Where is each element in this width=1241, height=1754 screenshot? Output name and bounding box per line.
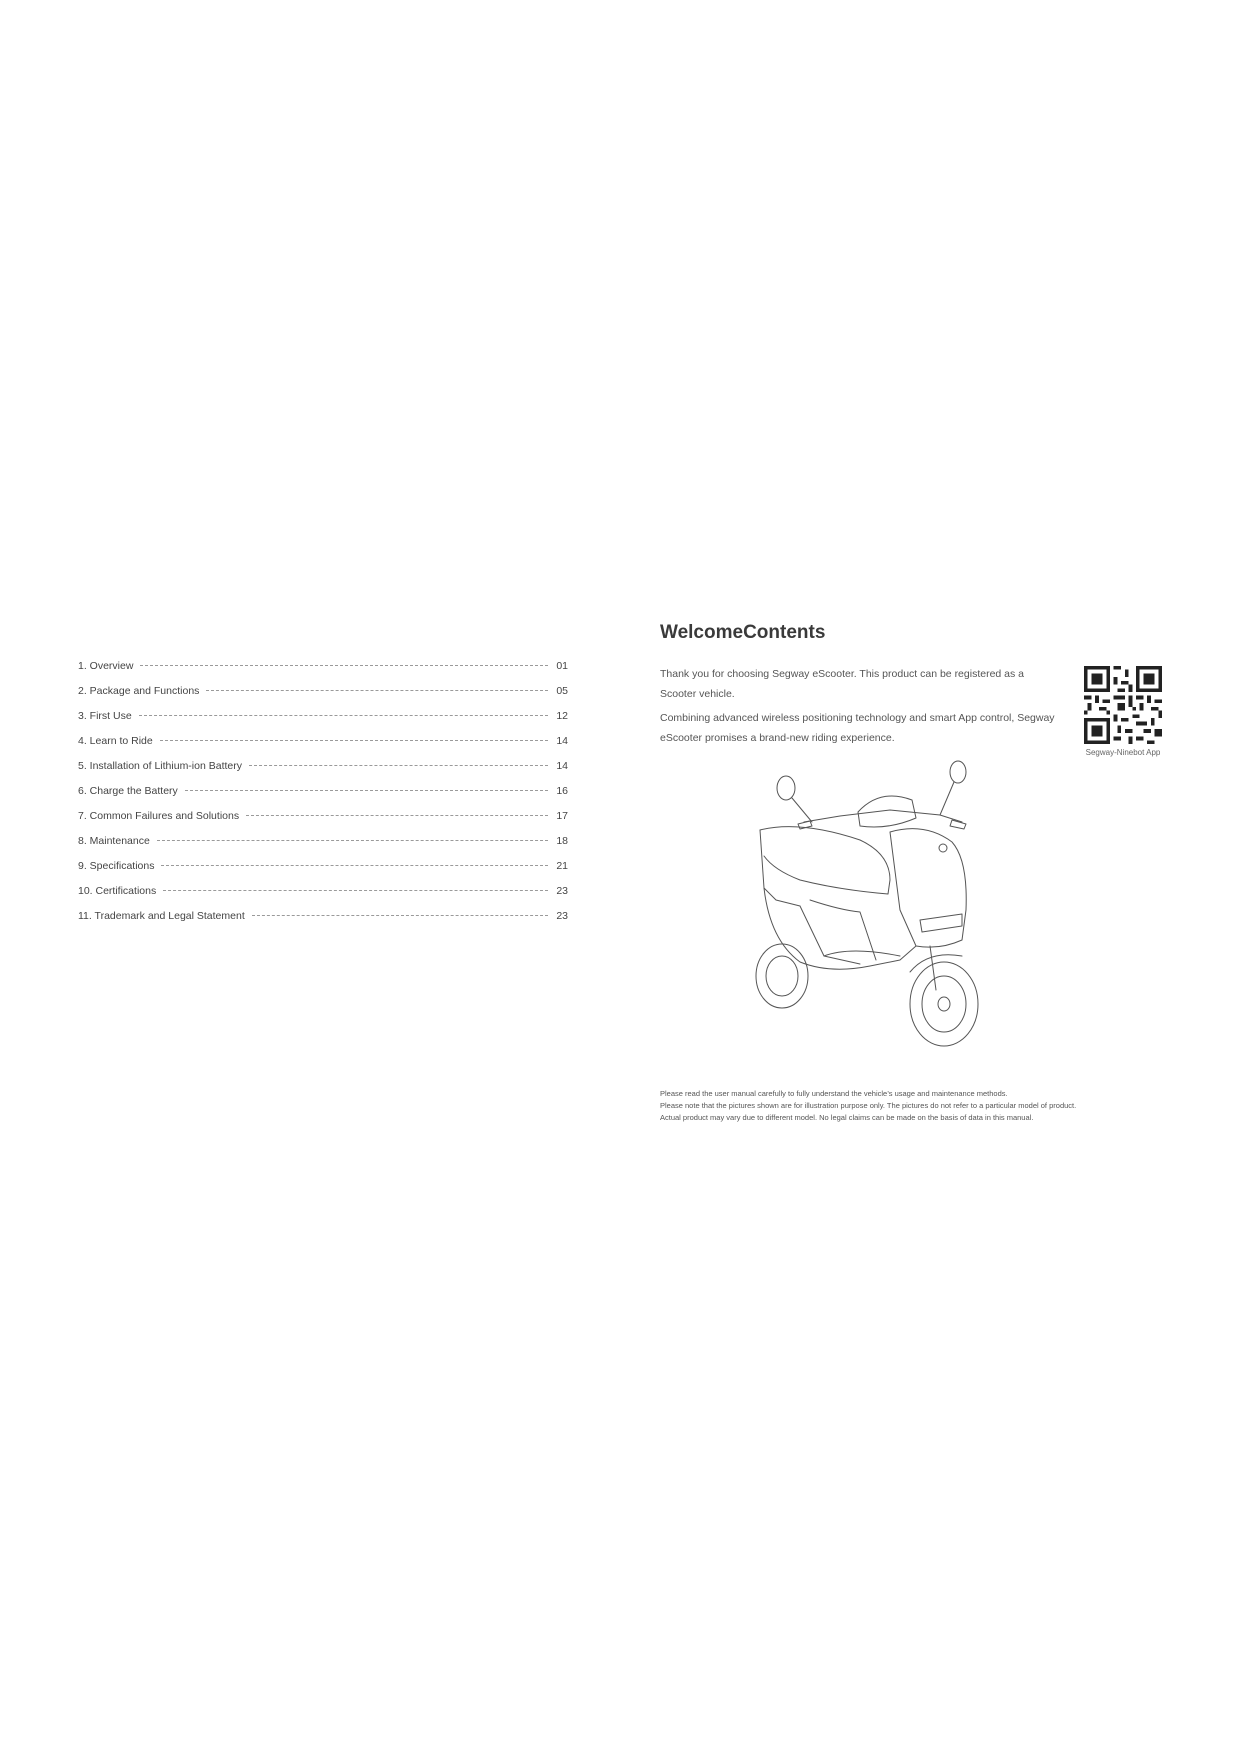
toc-title: 11. Trademark and Legal Statement [78, 910, 245, 922]
toc-item [78, 710, 568, 735]
toc-leader [163, 890, 548, 891]
toc-leader [160, 740, 548, 741]
toc-item [78, 835, 568, 860]
disclaimer-line: Please read the user manual carefully to fully understand the vehicle’s usage and maintenance methods. [660, 1089, 1008, 1098]
table-of-contents [78, 660, 568, 935]
toc-item [78, 785, 568, 810]
toc-leader [249, 765, 548, 766]
toc-leader [185, 790, 548, 791]
toc-title: 1. Overview [78, 660, 134, 672]
toc-title: 5. Installation of Lithium-ion Battery [78, 760, 243, 772]
manual-spread [0, 600, 1241, 1160]
toc-item [78, 760, 568, 785]
disclaimer [660, 1088, 1180, 1124]
scooter-illustration [740, 760, 1010, 1060]
toc-title: 8. Maintenance [78, 835, 150, 847]
toc-title: 4. Learn to Ride [78, 735, 153, 747]
toc-page: 14 [556, 760, 568, 772]
page-title: WelcomeContents [660, 622, 826, 643]
toc-title: 2. Package and Functions [78, 685, 200, 697]
toc-leader [157, 840, 548, 841]
toc-page: 18 [556, 835, 568, 847]
qr-code-icon [1084, 666, 1162, 744]
toc-leader [139, 715, 548, 716]
toc-page: 16 [556, 785, 568, 797]
intro-text [660, 664, 1060, 752]
disclaimer-line: Please note that the pictures shown are for illustration purpose only. The pictures do not refer to a particular model of product. [660, 1101, 1077, 1110]
toc-leader [246, 815, 548, 816]
toc-item [78, 860, 568, 885]
toc-title: 10. Certifications [78, 885, 157, 897]
toc-page: 23 [556, 910, 568, 922]
toc-item [78, 910, 568, 935]
toc-title: 6. Charge the Battery [78, 785, 178, 797]
toc-leader [206, 690, 548, 691]
toc-page: 14 [556, 735, 568, 747]
toc-page: 05 [556, 685, 568, 697]
toc-item [78, 885, 568, 910]
toc-title: 7. Common Failures and Solutions [78, 810, 240, 822]
toc-item [78, 685, 568, 710]
toc-item [78, 660, 568, 685]
toc-page: 17 [556, 810, 568, 822]
toc-leader [161, 865, 548, 866]
disclaimer-line: Actual product may vary due to different model. No legal claims can be made on the basis of data in this manual. [660, 1113, 1034, 1122]
toc-page: 12 [556, 710, 568, 722]
toc-item [78, 810, 568, 835]
qr-code-label: Segway-Ninebot App [1085, 748, 1161, 757]
toc-page: 23 [556, 885, 568, 897]
toc-leader [140, 665, 548, 666]
toc-item [78, 735, 568, 760]
intro-paragraph: Thank you for choosing Segway eScooter. This product can be registered as a Scooter vehicle. [660, 668, 1025, 700]
toc-leader [252, 915, 548, 916]
welcome-page [660, 600, 1180, 1160]
toc-page: 01 [556, 660, 568, 672]
intro-paragraph: Combining advanced wireless positioning technology and smart App control, Segway eScooter promises a brand-new riding experience. [660, 712, 1055, 744]
toc-title: 9. Specifications [78, 860, 155, 872]
toc-title: 3. First Use [78, 710, 132, 722]
toc-page: 21 [556, 860, 568, 872]
